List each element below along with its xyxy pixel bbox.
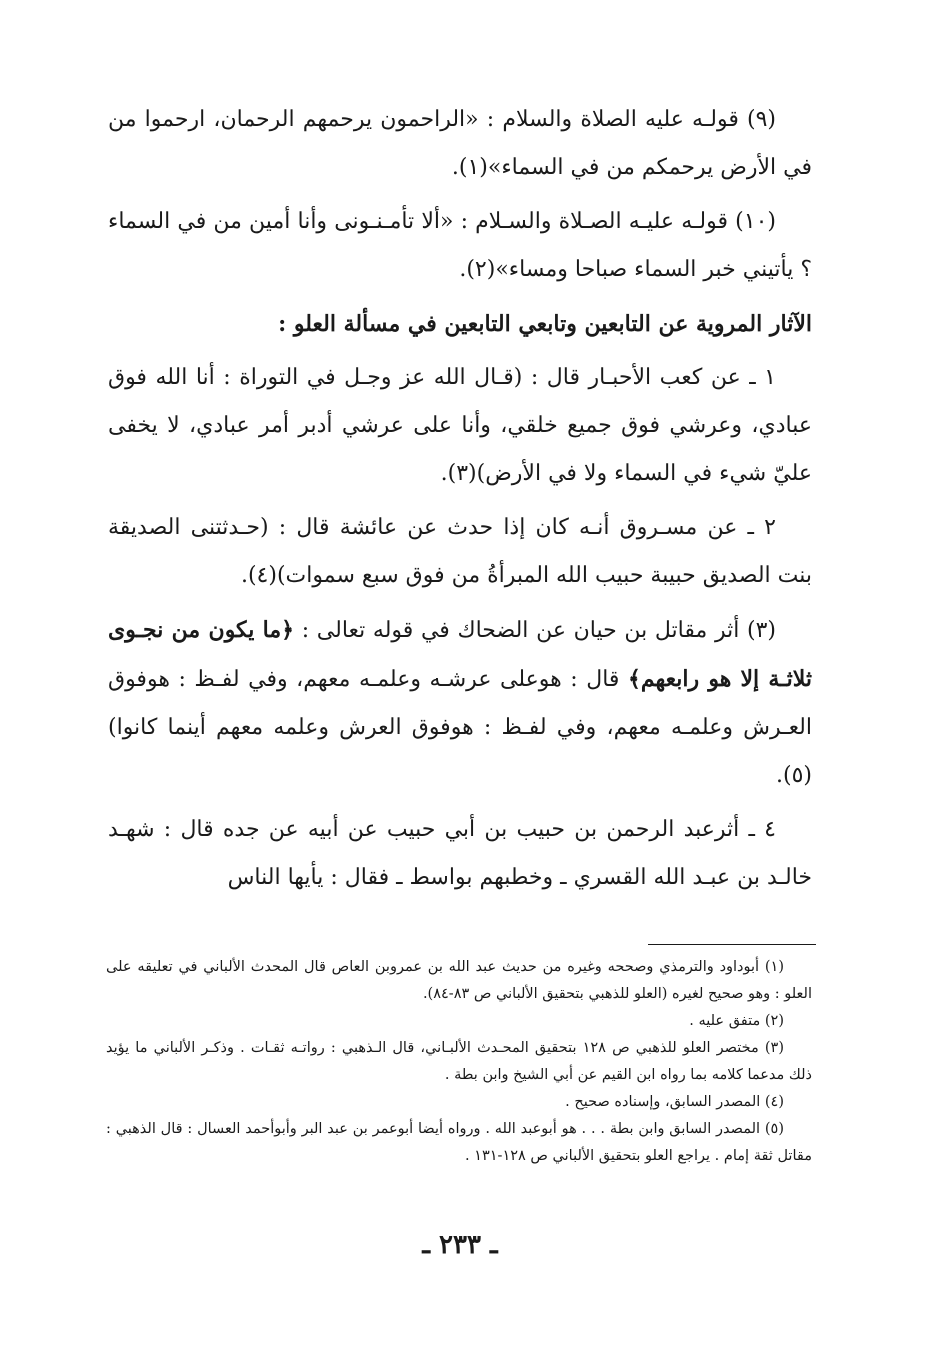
footnote-3: (٣) مختصر العلو للذهبي ص ١٢٨ بتحقيق المحـدث الألبـاني، قال الـذهبي : رواتـه ثقـات . وذكـر الألباني ما يؤيد ذلك مدعما كلامه بما رواه ابن القيم عن أبي الشيخ وابن بطة . xyxy=(106,1040,812,1083)
section-heading: الآثار المروية عن التابعين وتابعي التابعين في مسألة العلو : xyxy=(278,311,812,337)
footnote-separator xyxy=(648,944,816,945)
footnote-5: (٥) المصدر السابق وابن بطة . . . هو أبوعبد الله . ورواه أيضا أبوعمر بن عبد البر وأبوأحمد العسال : قال الذهبي : مقاتل ثقة إمام . يراجع العلو بتحقيق الألباني ص ١٢٨-١٣١ . xyxy=(106,1121,812,1164)
paragraph-athar-3 xyxy=(108,606,812,800)
athar-3-rest: قال : هوعلى عرشـه وعلمـه معهم، وفي لفـظ : هوفوق العـرش وعلمـه معهم، وفي لفـظ : هوفوق العرش وعلمه معهم أينما كانوا)(٥). xyxy=(108,667,812,788)
athar-3-intro: (٣) أثر مقاتل بن حيان عن الضحاك في قوله تعالى : xyxy=(294,618,776,643)
paragraph-athar-1: ١ ـ عن كعب الأحبـار قال : (قـال الله عز وجـل في التوراة : أنا الله فوق عبادي، وعرشي فوق جميع خلقي، وأنا على عرشي أدبر أمر عبادي، لا يخفى عليّ شيء في السماء ولا في الأرض)(٣). xyxy=(108,365,812,486)
footnote-4: (٤) المصدر السابق، وإسناده صحيح . xyxy=(565,1094,784,1110)
paragraph-hadith-9: (٩) قولـه عليه الصلاة والسلام : «الراحمون يرحمهم الرحمان، ارحموا من في الأرض يرحمكم من في السماء»(١). xyxy=(108,107,812,180)
footnote-1: (١) أبوداود والترمذي وصححه وغيره من حديث عبد الله بن عمروبن العاص قال المحدث الألباني في تعليقه على العلو : وهو صحيح لغيره (العلو للذهبي بتحقيق الألباني ص ٨٣-٨٤). xyxy=(106,959,812,1002)
paragraph-hadith-10: (١٠) قولـه عليـه الصـلاة والسـلام : «ألا تأمـنـونى وأنا أمين من في السماء ؟ يأتيني خبر السماء صباحا ومساء»(٢). xyxy=(108,209,812,282)
paragraph-athar-4: ٤ ـ أثرعبد الرحمن بن حبيب بن أبي حبيب عن أبيه عن جده قال : شهـد خالـد بن عبـد الله القسري ـ وخطبهم بواسط ـ فقال : يأيها الناس xyxy=(108,817,812,890)
main-text xyxy=(108,96,812,908)
quran-quote: ﴿ما يكون من نجـوى ثلاثـة إلا هو رابعهم﴾ xyxy=(108,617,812,692)
footnote-2: (٢) متفق عليه . xyxy=(689,1013,784,1029)
page-number: ـ ٢٣٣ ـ xyxy=(422,1230,498,1260)
footnotes xyxy=(106,954,812,1170)
paragraph-athar-2: ٢ ـ عن مسـروق أنـه كان إذا حدث عن عائشة قال : (حـدثتنى الصديقة بنت الصديق حبيبة حبيب الله المبرأةُ من فوق سبع سموات)(٤). xyxy=(108,515,812,588)
